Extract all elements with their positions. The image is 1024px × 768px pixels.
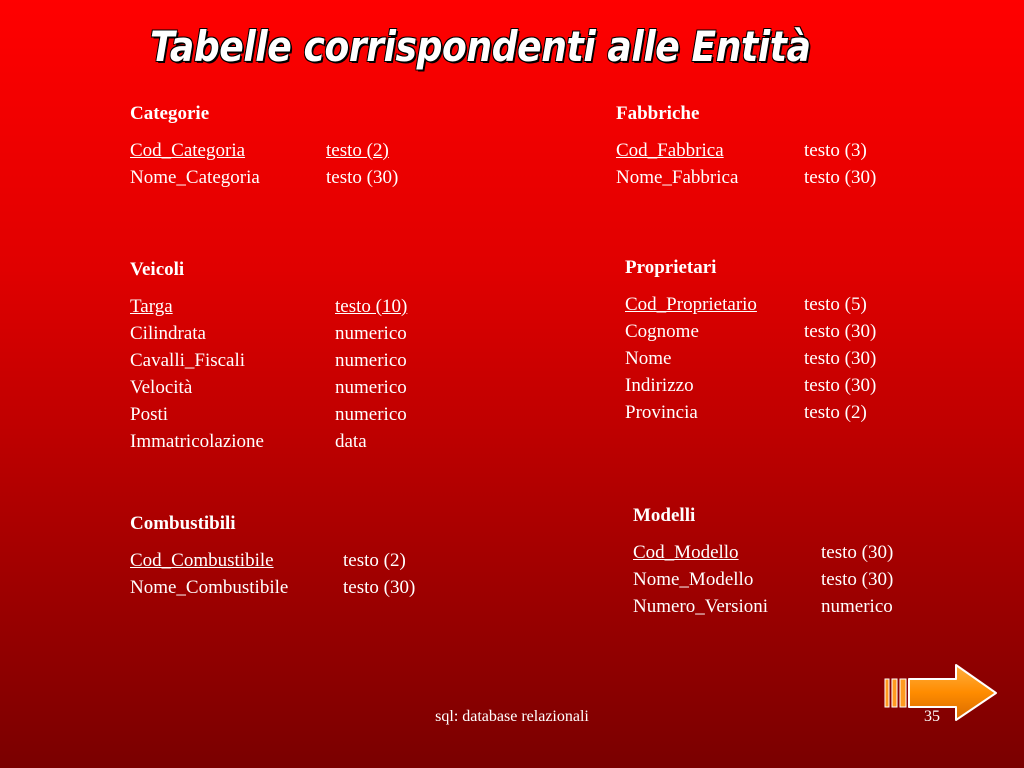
field-type: testo (30) (821, 569, 894, 590)
field-type: testo (3) (804, 140, 867, 161)
table-row (633, 566, 893, 593)
table-row (625, 399, 876, 426)
table-row (625, 372, 876, 399)
page-title: Tabelle corrispondenti alle Entità (150, 22, 811, 71)
field-name: Nome_Combustibile (130, 577, 289, 598)
table-modelli (633, 502, 893, 620)
table-title: Veicoli (130, 259, 185, 280)
table-categorie (130, 100, 398, 191)
field-type: testo (2) (804, 402, 867, 423)
field-type: testo (2) (326, 140, 389, 161)
field-name: Cognome (625, 321, 699, 342)
page-number: 35 (924, 708, 940, 725)
field-name: Immatricolazione (130, 431, 264, 452)
table-row (625, 318, 876, 345)
next-arrow-icon (882, 662, 998, 722)
table-row (130, 547, 415, 574)
field-type: numerico (335, 323, 407, 344)
field-name: Indirizzo (625, 375, 694, 396)
table-veicoli (130, 256, 407, 455)
field-type: numerico (335, 377, 407, 398)
field-type: testo (30) (804, 348, 877, 369)
field-name: Posti (130, 404, 169, 425)
table-row (130, 574, 415, 601)
field-type: testo (30) (804, 375, 877, 396)
table-title: Categorie (130, 103, 210, 124)
field-name: Cilindrata (130, 323, 206, 344)
field-type: numerico (335, 404, 407, 425)
field-type: testo (2) (343, 550, 406, 571)
table-title: Fabbriche (616, 103, 700, 124)
field-name: Velocità (130, 377, 193, 398)
field-type: testo (30) (821, 542, 894, 563)
field-type: testo (30) (343, 577, 416, 598)
field-type: testo (10) (335, 296, 408, 317)
table-row (633, 593, 893, 620)
table-fabbriche (616, 100, 876, 191)
table-row (130, 320, 407, 347)
table-row (130, 374, 407, 401)
field-name: Cod_Modello (633, 542, 739, 563)
field-name: Cod_Proprietario (625, 294, 757, 315)
field-name: Cod_Combustibile (130, 550, 274, 571)
table-row (616, 137, 876, 164)
table-proprietari (625, 254, 876, 426)
field-type: data (335, 431, 367, 452)
field-name: Cod_Fabbrica (616, 140, 724, 161)
table-title: Combustibili (130, 513, 236, 534)
field-type: testo (30) (804, 321, 877, 342)
table-row (616, 164, 876, 191)
field-name: Nome_Modello (633, 569, 754, 590)
table-row (130, 293, 407, 320)
field-type: testo (5) (804, 294, 867, 315)
table-title: Proprietari (625, 257, 717, 278)
field-name: Nome_Fabbrica (616, 167, 739, 188)
field-type: numerico (335, 350, 407, 371)
table-row (633, 539, 893, 566)
field-name: Provincia (625, 402, 698, 423)
field-type: testo (30) (804, 167, 877, 188)
field-name: Cod_Categoria (130, 140, 246, 161)
table-row (625, 291, 876, 318)
field-name: Nome (625, 348, 672, 369)
table-combustibili (130, 510, 415, 601)
next-slide-button[interactable] (882, 662, 998, 722)
table-row (130, 347, 407, 374)
field-name: Cavalli_Fiscali (130, 350, 246, 371)
field-name: Targa (130, 296, 173, 317)
table-row (625, 345, 876, 372)
table-row (130, 428, 407, 455)
field-type: numerico (821, 596, 893, 617)
table-row (130, 401, 407, 428)
table-title: Modelli (633, 505, 696, 526)
field-type: testo (30) (326, 167, 399, 188)
footer-text: sql: database relazionali (435, 708, 589, 725)
table-row (130, 164, 398, 191)
field-name: Nome_Categoria (130, 167, 260, 188)
field-name: Numero_Versioni (633, 596, 769, 617)
table-row (130, 137, 398, 164)
